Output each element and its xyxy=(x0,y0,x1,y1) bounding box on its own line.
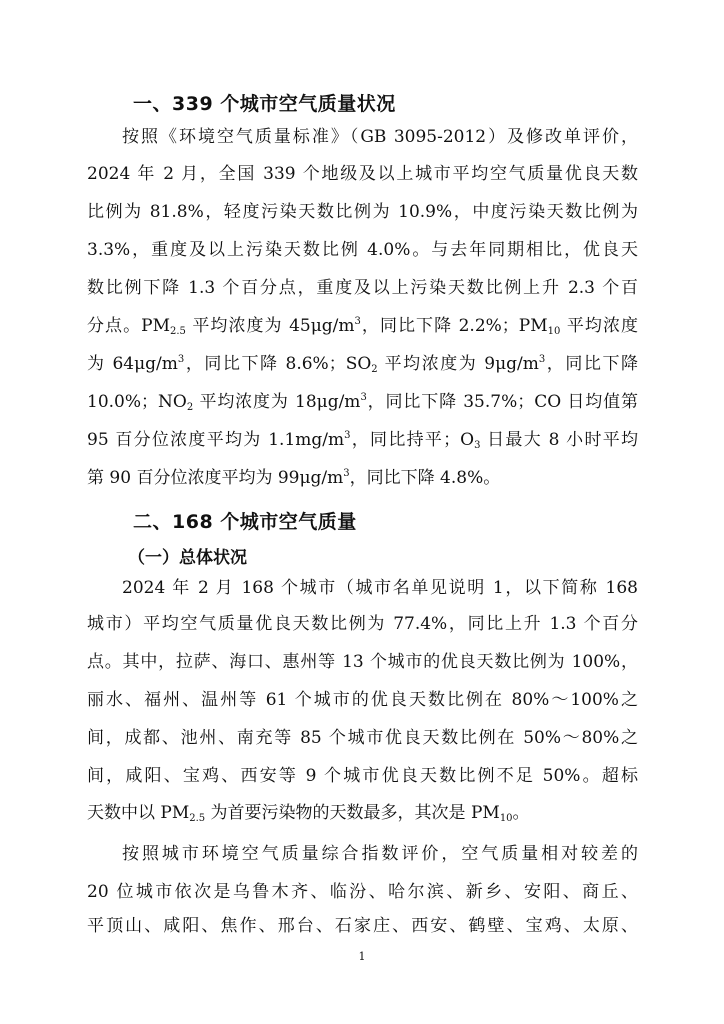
paragraph-line: 丽水、福州、温州等 61 个城市的优良天数比例在 80%～100%之 xyxy=(87,690,638,710)
paragraph-line: 天数中以 $PM_{2.5}$ 为首要污染物的天数最多，其次是 $PM_{10}$。 xyxy=(87,803,530,824)
paragraph-line: 按照《环境空气质量标准》（GB 3095-2012）及修改单评价， xyxy=(122,127,638,147)
paragraph-line: 点。其中，拉萨、海口、惠州等 13 个城市的优良天数比例为 100%， xyxy=(87,652,638,672)
paragraph-line: 数比例下降 1.3 个百分点，重度及以上污染天数比例上升 2.3 个百 xyxy=(87,278,638,298)
paragraph-line: 平顶山、咸阳、焦作、邢台、石家庄、西安、鹤壁、宝鸡、太原、 xyxy=(87,916,638,936)
paragraph-line: 2024 年 2 月 168 个城市（城市名单见说明 1，以下简称 168 xyxy=(122,578,638,598)
subsection-heading-overall: （一）总体状况 xyxy=(128,548,247,568)
paragraph-line: 第 90 百分位浓度平均为 $99\mu g/m^3$，同比下降 4.8%。 xyxy=(87,468,501,488)
paragraph-line: 间，咸阳、宝鸡、西安等 9 个城市优良天数比例不足 50%。超标 xyxy=(87,766,638,786)
paragraph-line: 按照城市环境空气质量综合指数评价，空气质量相对较差的 xyxy=(122,844,638,864)
paragraph-line: 城市）平均空气质量优良天数比例为 77.4%，同比上升 1.3 个百分 xyxy=(87,614,638,634)
paragraph-line: 间，成都、池州、南充等 85 个城市优良天数比例在 50%～80%之 xyxy=(87,728,638,748)
paragraph-line: 2024 年 2 月，全国 339 个地级及以上城市平均空气质量优良天数 xyxy=(87,164,638,184)
paragraph-line: 10.0%；$NO_2$ 平均浓度为 $18\mu g/m^3$，同比下降 35.7%；CO 日均值第 xyxy=(87,392,639,413)
paragraph-line: 3.3%，重度及以上污染天数比例 4.0%。与去年同期相比，优良天 xyxy=(87,240,638,260)
paragraph-line: 分点。$PM_{2.5}$ 平均浓度为 $45\mu g/m^3$，同比下降 2.2%；$PM_{10}$ 平均浓度 xyxy=(87,316,638,337)
section-heading-339-cities: 一、339 个城市空气质量状况 xyxy=(133,93,396,115)
section-heading-168-cities: 二、168 个城市空气质量 xyxy=(133,511,357,533)
paragraph-line: 为 $64\mu g/m^3$，同比下降 8.6%；$SO_2$ 平均浓度为 $9\mu g/m^3$，同比下降 xyxy=(87,354,638,375)
page-number: 1 xyxy=(358,950,366,963)
paragraph-line: 95 百分位浓度平均为 $1.1mg/m^3$，同比持平；$O_3$ 日最大 8 小时平均 xyxy=(87,430,638,451)
paragraph-line: 20 位城市依次是乌鲁木齐、临汾、哈尔滨、新乡、安阳、商丘、 xyxy=(87,882,638,902)
paragraph-line: 比例为 81.8%，轻度污染天数比例为 10.9%，中度污染天数比例为 xyxy=(87,202,638,222)
